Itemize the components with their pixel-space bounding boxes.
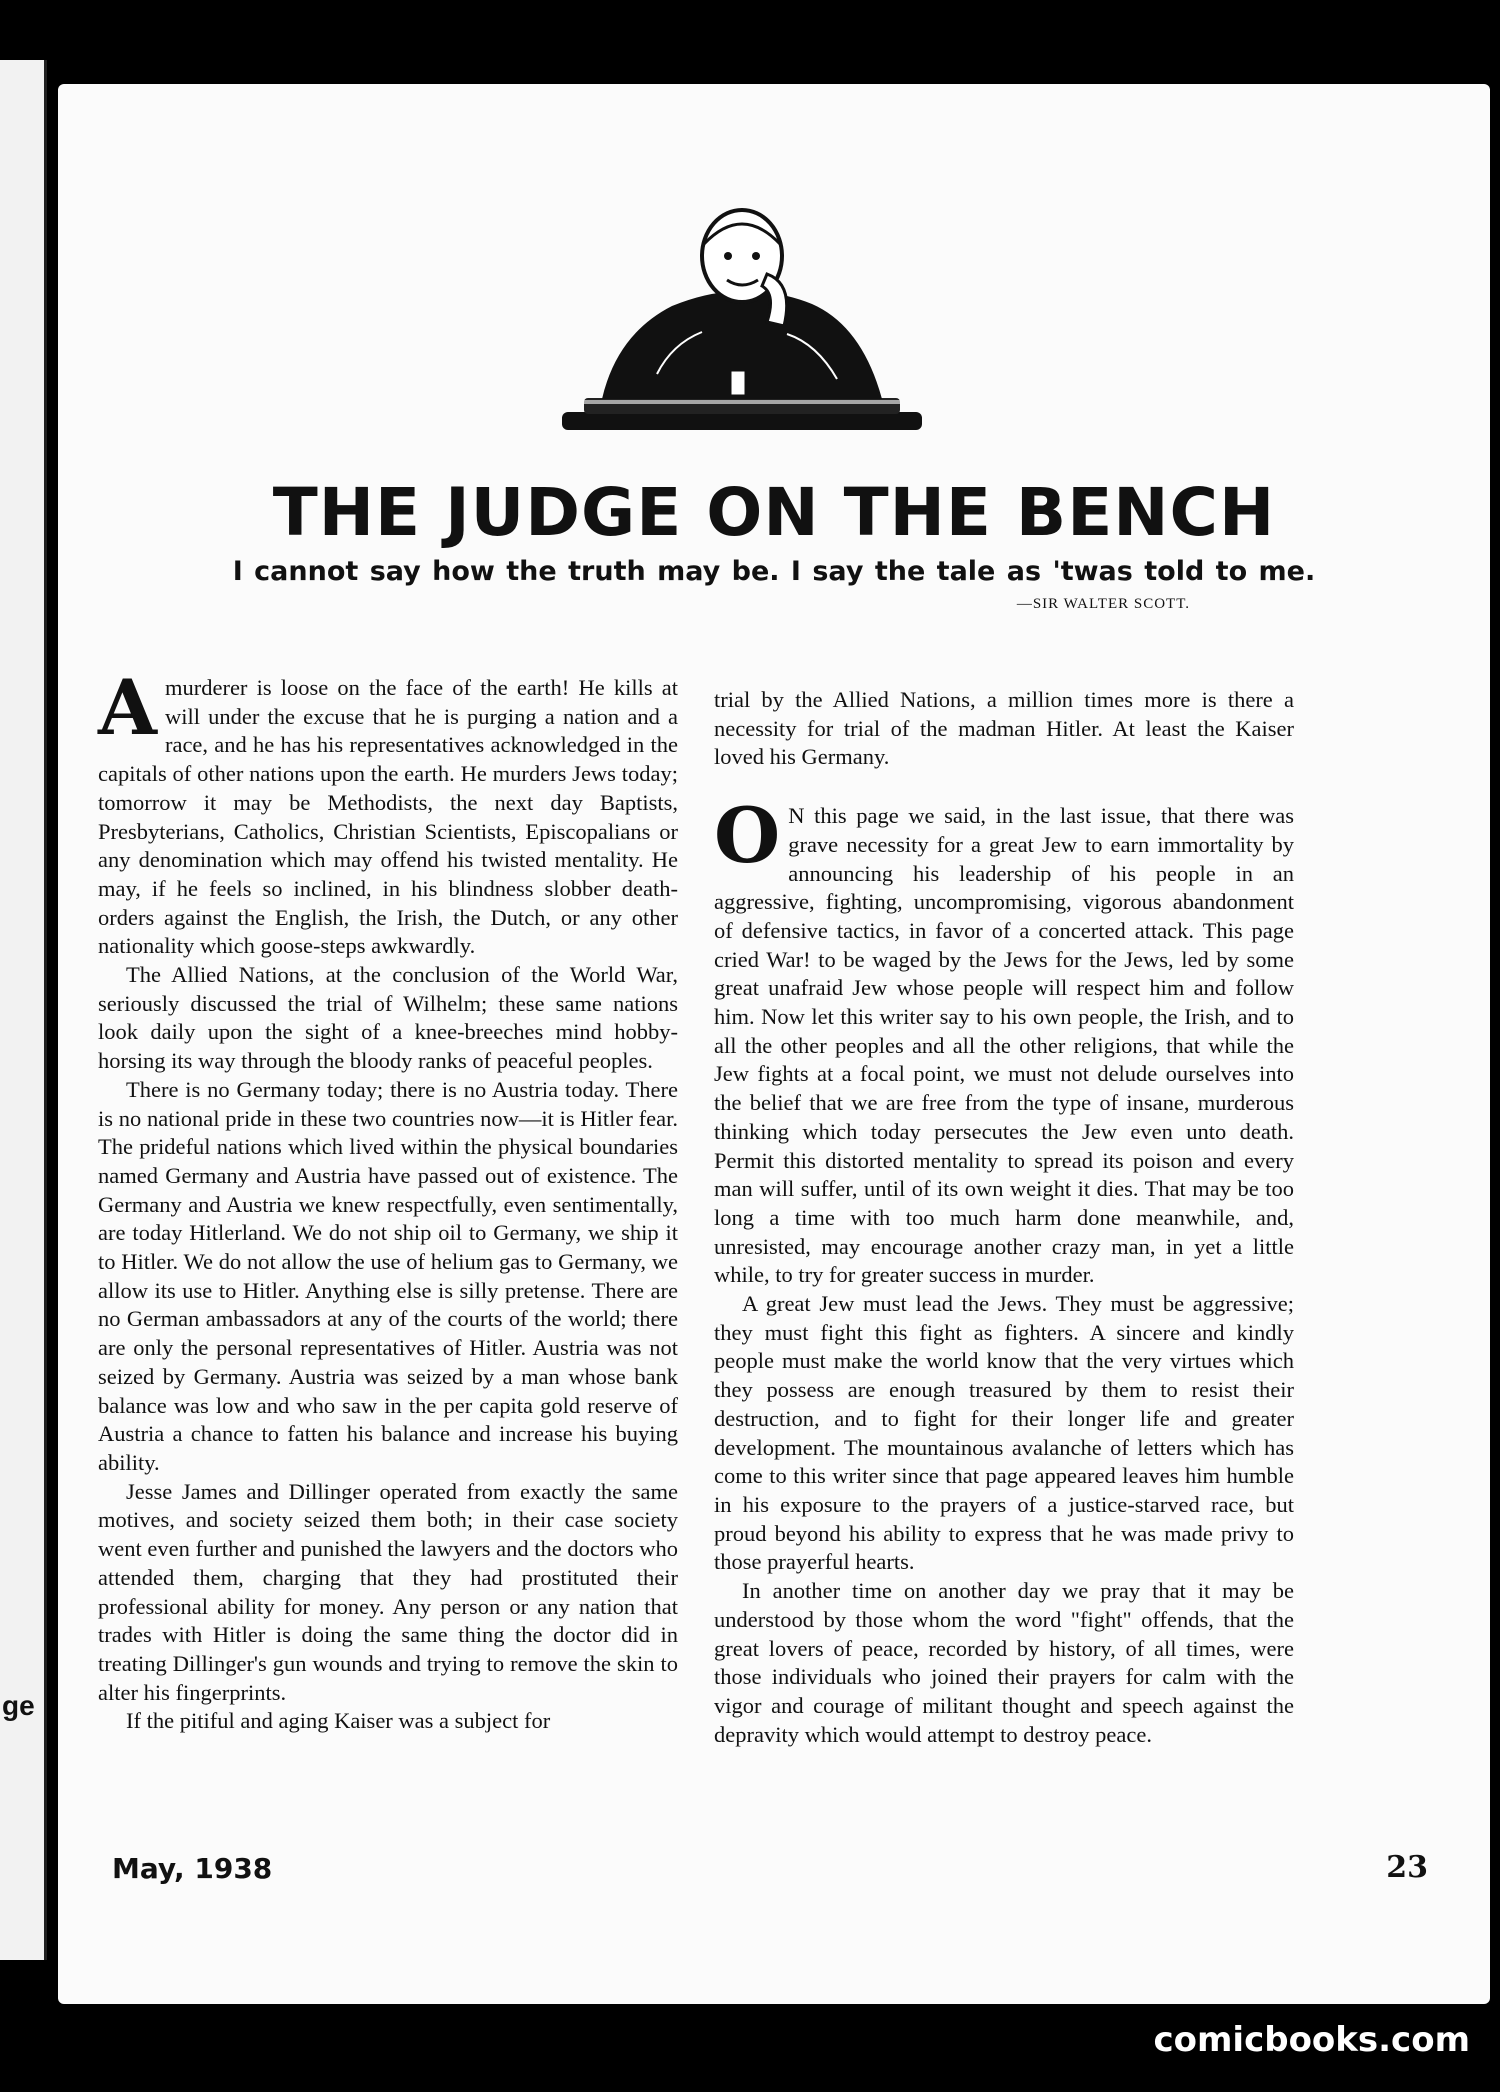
paragraph: A great Jew must lead the Jews. They must be aggressive; they must fight this fight as fighters. A sincere and kindly people must make the world know that the very virtues which they possess are enough treasured by them to resist their destruction, and to fight for their longer life and greater development. The mountainous avalanche of letters which has come to this writer since that page appeared leaves him humble in his exposure to the prayers of a justice-starved race, but proud beyond his ability to express that he was made privy to those prayerful hearts.	[714, 1291, 1294, 1575]
left-column	[98, 663, 678, 1736]
epigraph-attribution: —SIR WALTER SCOTT.	[1016, 596, 1190, 612]
issue-date: May, 1938	[112, 1852, 273, 1885]
paragraph: O N this page we said, in the last issue, that there was grave necessity for a great Jew to earn immortality by announcing his leadership of his people in an aggressive, fighting, uncompromising, vigorous abandonment of defensive tactics, in favor of a concerted attack. This page cried War! to be waged by the Jews for the Jews, led by some great unafraid Jew whose people will respect him and follow him. Now let this writer say to his own people, the Irish, and to all the other peoples and all the other religions, that while the Jew fights at a focal point, we must not delude ourselves into the belief that we are free from the type of insane, murderous thinking which today persecutes the Jew even unto death. Permit this distorted mentality to spread its poison and every man will suffer, until of its own weight it dies. That may be too long a time with too much harm done meanwhile, and, unresisted, may encourage another crazy man, in yet a little while, to try for greater success in murder.	[714, 791, 1294, 1288]
article-title: THE JUDGE ON THE BENCH	[272, 474, 1276, 551]
magazine-page	[58, 84, 1490, 2004]
paragraph: trial by the Allied Nations, a million times more is there a necessity for trial of the madman Hitler. At least the Kaiser loved his Germany.	[714, 687, 1294, 770]
paragraph: If the pitiful and aging Kaiser was a subject for	[126, 1708, 551, 1734]
paragraph: There is no Germany today; there is no Austria today. There is no national pride in these two countries now—it is Hitler fear. The prideful nations which lived within the physical boundaries named Germany and Austria have passed out of existence. The Germany and Austria we knew respectfully, even sentimentally, are today Hitlerland. We do not ship oil to Germany, we ship it to Hitler. We do not allow the use of helium gas to Germany, we allow its use to Hitler. Anything else is silly pretense. There are no German ambassadors at any of the courts of the world; there are only the personal representatives of Hitler. Austria was not seized by Germany. Austria was seized by a man whose bank balance was low and who saw in the per capita gold reserve of Austria a chance to fatten his balance and increase his buying ability.	[98, 1076, 678, 1475]
right-column	[714, 686, 1294, 1749]
epigraph: I cannot say how the truth may be. I say the tale as 'twas told to me.	[232, 556, 1316, 587]
drop-cap: A	[98, 663, 157, 752]
paragraph: Jesse James and Dillinger operated from exactly the same motives, and society seized them both; in their case society went even further and punished the lawyers and the doctors who attended them, charging that they had prostituted their professional ability for money. Any person or any nation that trades with Hitler is doing the same thing the doctor did in treating Dillinger's gun wounds and trying to remove the skin to alter his fingerprints.	[98, 1478, 678, 1705]
page-number: 23	[1386, 1850, 1428, 1885]
watermark: comicbooks.com	[1153, 2020, 1470, 2060]
paragraph: Amurderer is loose on the face of the earth! He kills at will under the excuse that he is purging a nation and a race, and he has his representatives acknowledged in the capitals of other nations upon the earth. He murders Jews today; tomorrow it may be Methodists, the next day Baptists, Presbyterians, Catholics, Christian Scientists, Episcopalians or any denomination which may offend his twisted mentality. He may, if he feels so inclined, in his blindness slobber death-orders against the English, the Irish, the Dutch, or any other nationality which goose-steps awkwardly.	[98, 663, 678, 959]
facing-page-fragment: ge	[2, 1690, 35, 1721]
judge-at-bench-illustration	[562, 194, 922, 444]
drop-cap: O	[714, 791, 781, 881]
paragraph: In another time on another day we pray that it may be understood by those whom the word "fight" offends, that the great lovers of peace, recorded by history, of all times, were those individuals who joined their prayers for calm with the vigor and courage of militant thought and speech against the depravity which would attempt to destroy peace.	[714, 1578, 1294, 1747]
paragraph: The Allied Nations, at the conclusion of the World War, seriously discussed the trial of Wilhelm; these same nations look daily upon the sight of a knee-breeches mind hobby-horsing its way through the bloody ranks of peaceful peoples.	[98, 962, 678, 1074]
facing-page-edge	[0, 60, 47, 1960]
